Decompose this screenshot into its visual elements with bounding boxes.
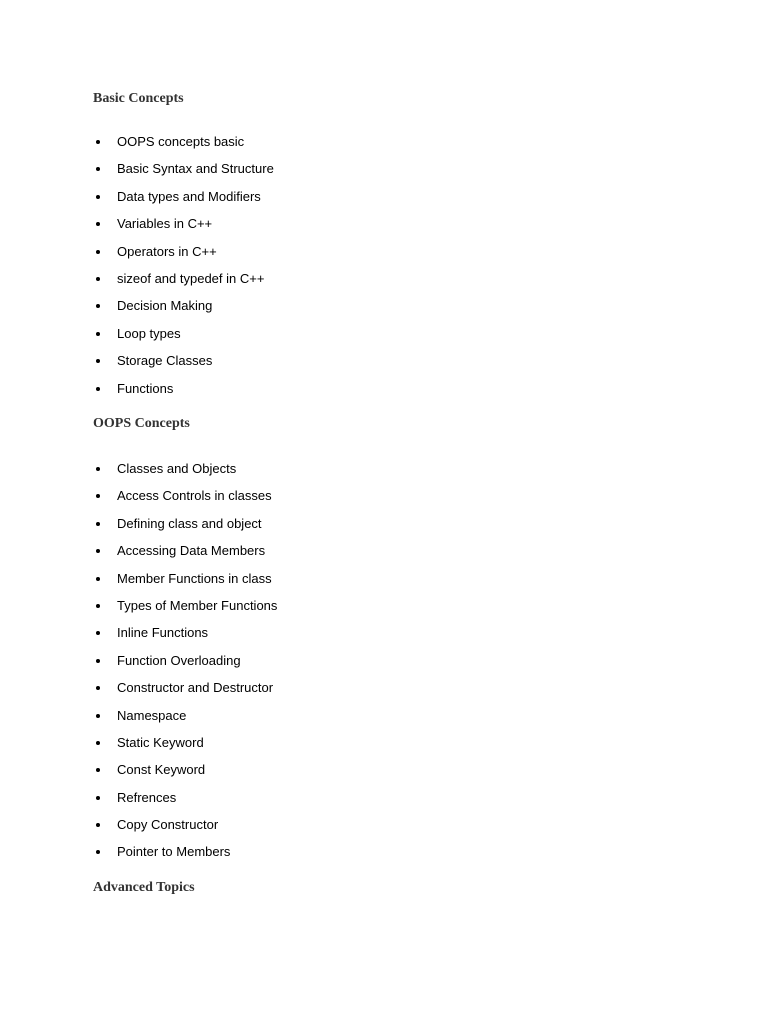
list-item-text: Function Overloading	[117, 652, 241, 668]
bullet-icon	[96, 250, 100, 254]
bullet-icon	[96, 577, 100, 581]
list-item-text: Data types and Modifiers	[117, 188, 261, 204]
list-item-text: Pointer to Members	[117, 844, 231, 860]
bullet-icon	[96, 714, 100, 718]
list-item-text: Variables in C++	[117, 216, 213, 232]
list-item-text: Operators in C++	[117, 243, 217, 259]
list-item-text: Types of Member Functions	[117, 597, 278, 613]
bullet-icon	[96, 387, 100, 391]
bullet-icon	[96, 222, 100, 226]
bullet-icon	[96, 332, 100, 336]
list-item-text: Constructor and Destructor	[117, 680, 274, 696]
bullet-icon	[96, 604, 100, 608]
bullet-icon	[96, 359, 100, 363]
list-item-text: Decision Making	[117, 298, 213, 314]
heading-basic-concepts: Basic Concepts	[93, 91, 184, 106]
list-item-text: OOPS concepts basic	[117, 134, 245, 149]
list-item-text: Inline Functions	[117, 625, 209, 641]
list-item-text: Classes and Objects	[117, 461, 237, 476]
bullet-icon	[96, 768, 100, 772]
list-item-text: Refrences	[117, 789, 177, 805]
heading-oops-concepts: OOPS Concepts	[93, 416, 190, 431]
bullet-icon	[96, 140, 100, 144]
bullet-icon	[96, 850, 100, 854]
bullet-icon	[96, 659, 100, 663]
list-item-text: Storage Classes	[117, 353, 213, 369]
list-item-text: Namespace	[117, 707, 187, 723]
bullet-icon	[96, 167, 100, 171]
bullet-icon	[96, 823, 100, 827]
list-item-text: sizeof and typedef in C++	[117, 270, 265, 286]
list-item-text: Loop types	[117, 325, 181, 341]
list-item-text: Const Keyword	[117, 762, 206, 778]
bullet-icon	[96, 741, 100, 745]
list-item-text: Static Keyword	[117, 734, 204, 750]
bullet-icon	[96, 522, 100, 526]
list-item-text: Member Functions in class	[117, 570, 272, 586]
bullet-icon	[96, 686, 100, 690]
bullet-icon	[96, 467, 100, 471]
list-item-text: Copy Constructor	[117, 817, 219, 833]
bullet-icon	[96, 494, 100, 498]
bullet-icon	[96, 304, 100, 308]
list-item-text: Basic Syntax and Structure	[117, 161, 274, 177]
bullet-icon	[96, 631, 100, 635]
heading-advanced-topics: Advanced Topics	[93, 880, 195, 895]
list-item-text: Access Controls in classes	[117, 488, 272, 504]
bullet-icon	[96, 195, 100, 199]
bullet-icon	[96, 796, 100, 800]
bullet-icon	[96, 277, 100, 281]
list-item-text: Defining class and object	[117, 515, 262, 531]
list-item-text: Accessing Data Members	[117, 543, 266, 559]
bullet-icon	[96, 549, 100, 553]
list-item-text: Functions	[117, 380, 174, 396]
